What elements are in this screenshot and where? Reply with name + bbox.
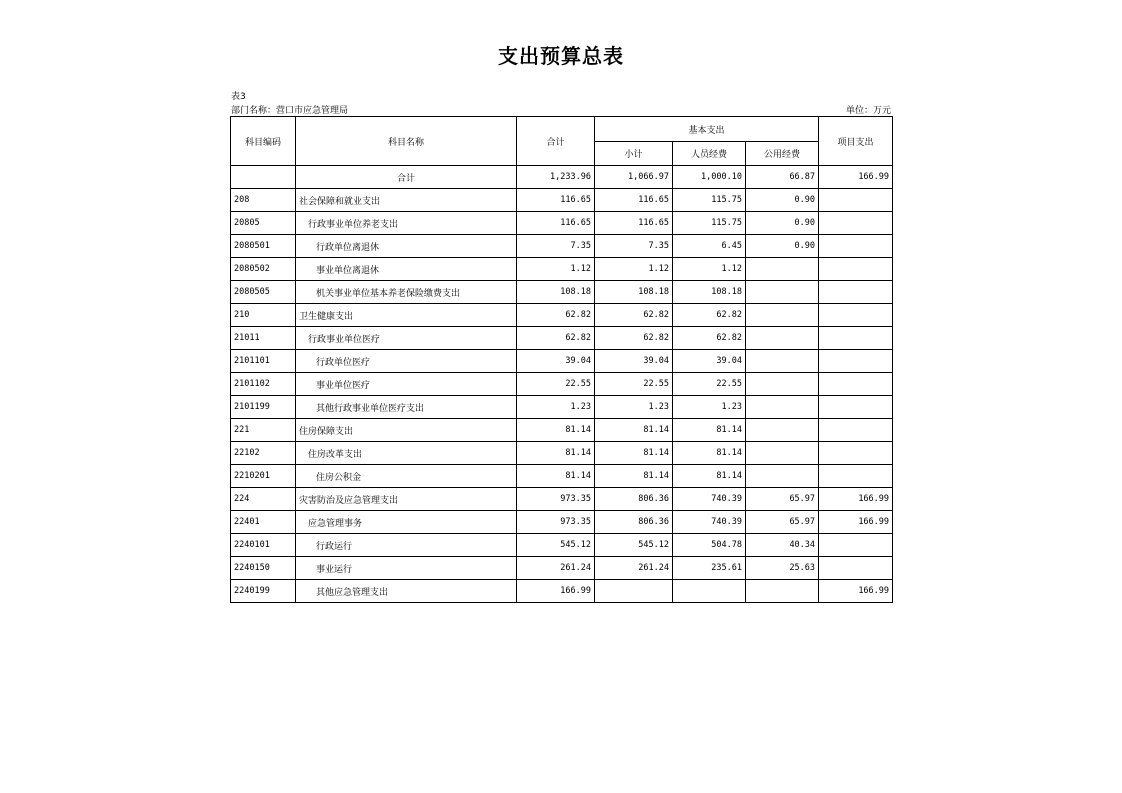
- cell-project: [819, 396, 893, 419]
- cell-subtotal: 806.36: [595, 488, 673, 511]
- cell-subtotal: [595, 580, 673, 603]
- cell-subtotal: 545.12: [595, 534, 673, 557]
- cell-subtotal: 1.12: [595, 258, 673, 281]
- cell-project: [819, 465, 893, 488]
- cell-total: 1.12: [517, 258, 595, 281]
- cell-subtotal: 108.18: [595, 281, 673, 304]
- cell-public: 0.90: [746, 212, 819, 235]
- cell-project: [819, 419, 893, 442]
- cell-name: 其他应急管理支出: [296, 580, 517, 603]
- cell-subtotal: 62.82: [595, 327, 673, 350]
- cell-project: 166.99: [819, 580, 893, 603]
- header-total: 合计: [517, 117, 595, 166]
- cell-public: [746, 465, 819, 488]
- table-row: [231, 488, 893, 511]
- cell-total: 62.82: [517, 304, 595, 327]
- cell-code: 2080505: [231, 281, 296, 304]
- cell-name: 社会保障和就业支出: [296, 189, 517, 212]
- table-row: [231, 557, 893, 580]
- total-row: [231, 166, 893, 189]
- cell-public: [746, 580, 819, 603]
- cell-name: 应急管理事务: [296, 511, 517, 534]
- cell-project: [819, 327, 893, 350]
- table-row: [231, 304, 893, 327]
- table-row: [231, 373, 893, 396]
- header-code: 科目编码: [231, 117, 296, 166]
- cell-project: [819, 212, 893, 235]
- cell-total: 973.35: [517, 488, 595, 511]
- cell-personnel: 108.18: [673, 281, 746, 304]
- cell-name: 住房保障支出: [296, 419, 517, 442]
- cell-total: 7.35: [517, 235, 595, 258]
- cell-personnel: 62.82: [673, 304, 746, 327]
- cell-code: 2101101: [231, 350, 296, 373]
- cell-personnel: 235.61: [673, 557, 746, 580]
- cell-personnel: 81.14: [673, 442, 746, 465]
- cell-total: 545.12: [517, 534, 595, 557]
- cell-code: 2101199: [231, 396, 296, 419]
- cell-subtotal: 806.36: [595, 511, 673, 534]
- cell-code: 2080502: [231, 258, 296, 281]
- table-row: [231, 511, 893, 534]
- cell-code: 2240101: [231, 534, 296, 557]
- cell-code: 22401: [231, 511, 296, 534]
- cell-public: [746, 350, 819, 373]
- cell-public: [746, 373, 819, 396]
- cell-total: 22.55: [517, 373, 595, 396]
- cell-subtotal: 261.24: [595, 557, 673, 580]
- cell-total: 81.14: [517, 442, 595, 465]
- cell-public: 66.87: [746, 166, 819, 189]
- table-row: [231, 534, 893, 557]
- cell-code: 20805: [231, 212, 296, 235]
- cell-total: 39.04: [517, 350, 595, 373]
- cell-subtotal: 81.14: [595, 465, 673, 488]
- cell-code: 21011: [231, 327, 296, 350]
- cell-public: [746, 396, 819, 419]
- budget-table: [230, 116, 893, 603]
- cell-public: [746, 281, 819, 304]
- cell-total: 1,233.96: [517, 166, 595, 189]
- table-row: [231, 350, 893, 373]
- cell-project: [819, 258, 893, 281]
- cell-name: 灾害防治及应急管理支出: [296, 488, 517, 511]
- cell-personnel: 39.04: [673, 350, 746, 373]
- cell-subtotal: 39.04: [595, 350, 673, 373]
- header-basic: 基本支出: [595, 117, 819, 142]
- cell-name: 住房改革支出: [296, 442, 517, 465]
- table-row: [231, 189, 893, 212]
- table-row: [231, 327, 893, 350]
- cell-name: 事业运行: [296, 557, 517, 580]
- cell-name: 事业单位医疗: [296, 373, 517, 396]
- cell-name: 住房公积金: [296, 465, 517, 488]
- cell-project: 166.99: [819, 511, 893, 534]
- cell-subtotal: 62.82: [595, 304, 673, 327]
- cell-code: 224: [231, 488, 296, 511]
- cell-code: 2240150: [231, 557, 296, 580]
- header-personnel: 人员经费: [673, 142, 746, 166]
- header-public: 公用经费: [746, 142, 819, 166]
- cell-project: [819, 373, 893, 396]
- header-subtotal: 小计: [595, 142, 673, 166]
- cell-subtotal: 116.65: [595, 189, 673, 212]
- cell-public: [746, 419, 819, 442]
- cell-public: [746, 304, 819, 327]
- cell-subtotal: 81.14: [595, 419, 673, 442]
- department-name: 部门名称：营口市应急管理局: [231, 106, 349, 116]
- cell-name: 行政事业单位医疗: [296, 327, 517, 350]
- cell-name: 行政单位离退休: [296, 235, 517, 258]
- cell-personnel: 740.39: [673, 511, 746, 534]
- cell-subtotal: 1,066.97: [595, 166, 673, 189]
- cell-project: [819, 281, 893, 304]
- cell-subtotal: 7.35: [595, 235, 673, 258]
- cell-public: 0.90: [746, 235, 819, 258]
- page-title: 支出预算总表: [498, 44, 624, 68]
- table-row: [231, 580, 893, 603]
- cell-personnel: 22.55: [673, 373, 746, 396]
- cell-code: [231, 166, 296, 189]
- cell-personnel: 115.75: [673, 189, 746, 212]
- cell-public: 0.90: [746, 189, 819, 212]
- cell-name: 行政运行: [296, 534, 517, 557]
- cell-code: 22102: [231, 442, 296, 465]
- cell-name: 事业单位离退休: [296, 258, 517, 281]
- table-number: 表3: [231, 92, 246, 102]
- cell-total: 62.82: [517, 327, 595, 350]
- cell-project: 166.99: [819, 166, 893, 189]
- cell-project: [819, 442, 893, 465]
- table-row: [231, 281, 893, 304]
- cell-total: 81.14: [517, 465, 595, 488]
- cell-personnel: 81.14: [673, 465, 746, 488]
- cell-code: 208: [231, 189, 296, 212]
- cell-code: 2210201: [231, 465, 296, 488]
- cell-project: [819, 189, 893, 212]
- cell-name: 行政单位医疗: [296, 350, 517, 373]
- cell-name: 卫生健康支出: [296, 304, 517, 327]
- cell-public: 65.97: [746, 488, 819, 511]
- table-row: [231, 212, 893, 235]
- table-row: [231, 396, 893, 419]
- cell-personnel: 115.75: [673, 212, 746, 235]
- cell-project: [819, 350, 893, 373]
- cell-public: 40.34: [746, 534, 819, 557]
- cell-project: [819, 304, 893, 327]
- cell-public: 25.63: [746, 557, 819, 580]
- header-name: 科目名称: [296, 117, 517, 166]
- cell-project: 166.99: [819, 488, 893, 511]
- cell-personnel: 1,000.10: [673, 166, 746, 189]
- table-row: [231, 442, 893, 465]
- cell-name: 机关事业单位基本养老保险缴费支出: [296, 281, 517, 304]
- table-row: [231, 258, 893, 281]
- cell-personnel: 1.23: [673, 396, 746, 419]
- cell-personnel: 62.82: [673, 327, 746, 350]
- cell-code: 2101102: [231, 373, 296, 396]
- cell-total: 973.35: [517, 511, 595, 534]
- cell-project: [819, 534, 893, 557]
- cell-personnel: 1.12: [673, 258, 746, 281]
- cell-personnel: 6.45: [673, 235, 746, 258]
- cell-total: 1.23: [517, 396, 595, 419]
- cell-project: [819, 235, 893, 258]
- cell-total: 166.99: [517, 580, 595, 603]
- table-row: [231, 419, 893, 442]
- cell-public: [746, 442, 819, 465]
- cell-name: 其他行政事业单位医疗支出: [296, 396, 517, 419]
- cell-code: 210: [231, 304, 296, 327]
- header-project: 项目支出: [819, 117, 893, 166]
- cell-total: 81.14: [517, 419, 595, 442]
- cell-total: 116.65: [517, 212, 595, 235]
- cell-total: 261.24: [517, 557, 595, 580]
- cell-code: 2080501: [231, 235, 296, 258]
- cell-code: 2240199: [231, 580, 296, 603]
- table-row: [231, 235, 893, 258]
- cell-personnel: [673, 580, 746, 603]
- cell-subtotal: 1.23: [595, 396, 673, 419]
- cell-public: 65.97: [746, 511, 819, 534]
- cell-code: 221: [231, 419, 296, 442]
- cell-total: 108.18: [517, 281, 595, 304]
- cell-personnel: 81.14: [673, 419, 746, 442]
- cell-personnel: 740.39: [673, 488, 746, 511]
- cell-subtotal: 116.65: [595, 212, 673, 235]
- cell-public: [746, 327, 819, 350]
- table-row: [231, 465, 893, 488]
- cell-project: [819, 557, 893, 580]
- cell-public: [746, 258, 819, 281]
- cell-name: 合计: [296, 166, 517, 189]
- cell-name: 行政事业单位养老支出: [296, 212, 517, 235]
- unit-label: 单位：万元: [845, 106, 891, 116]
- cell-subtotal: 81.14: [595, 442, 673, 465]
- cell-subtotal: 22.55: [595, 373, 673, 396]
- cell-total: 116.65: [517, 189, 595, 212]
- cell-personnel: 504.78: [673, 534, 746, 557]
